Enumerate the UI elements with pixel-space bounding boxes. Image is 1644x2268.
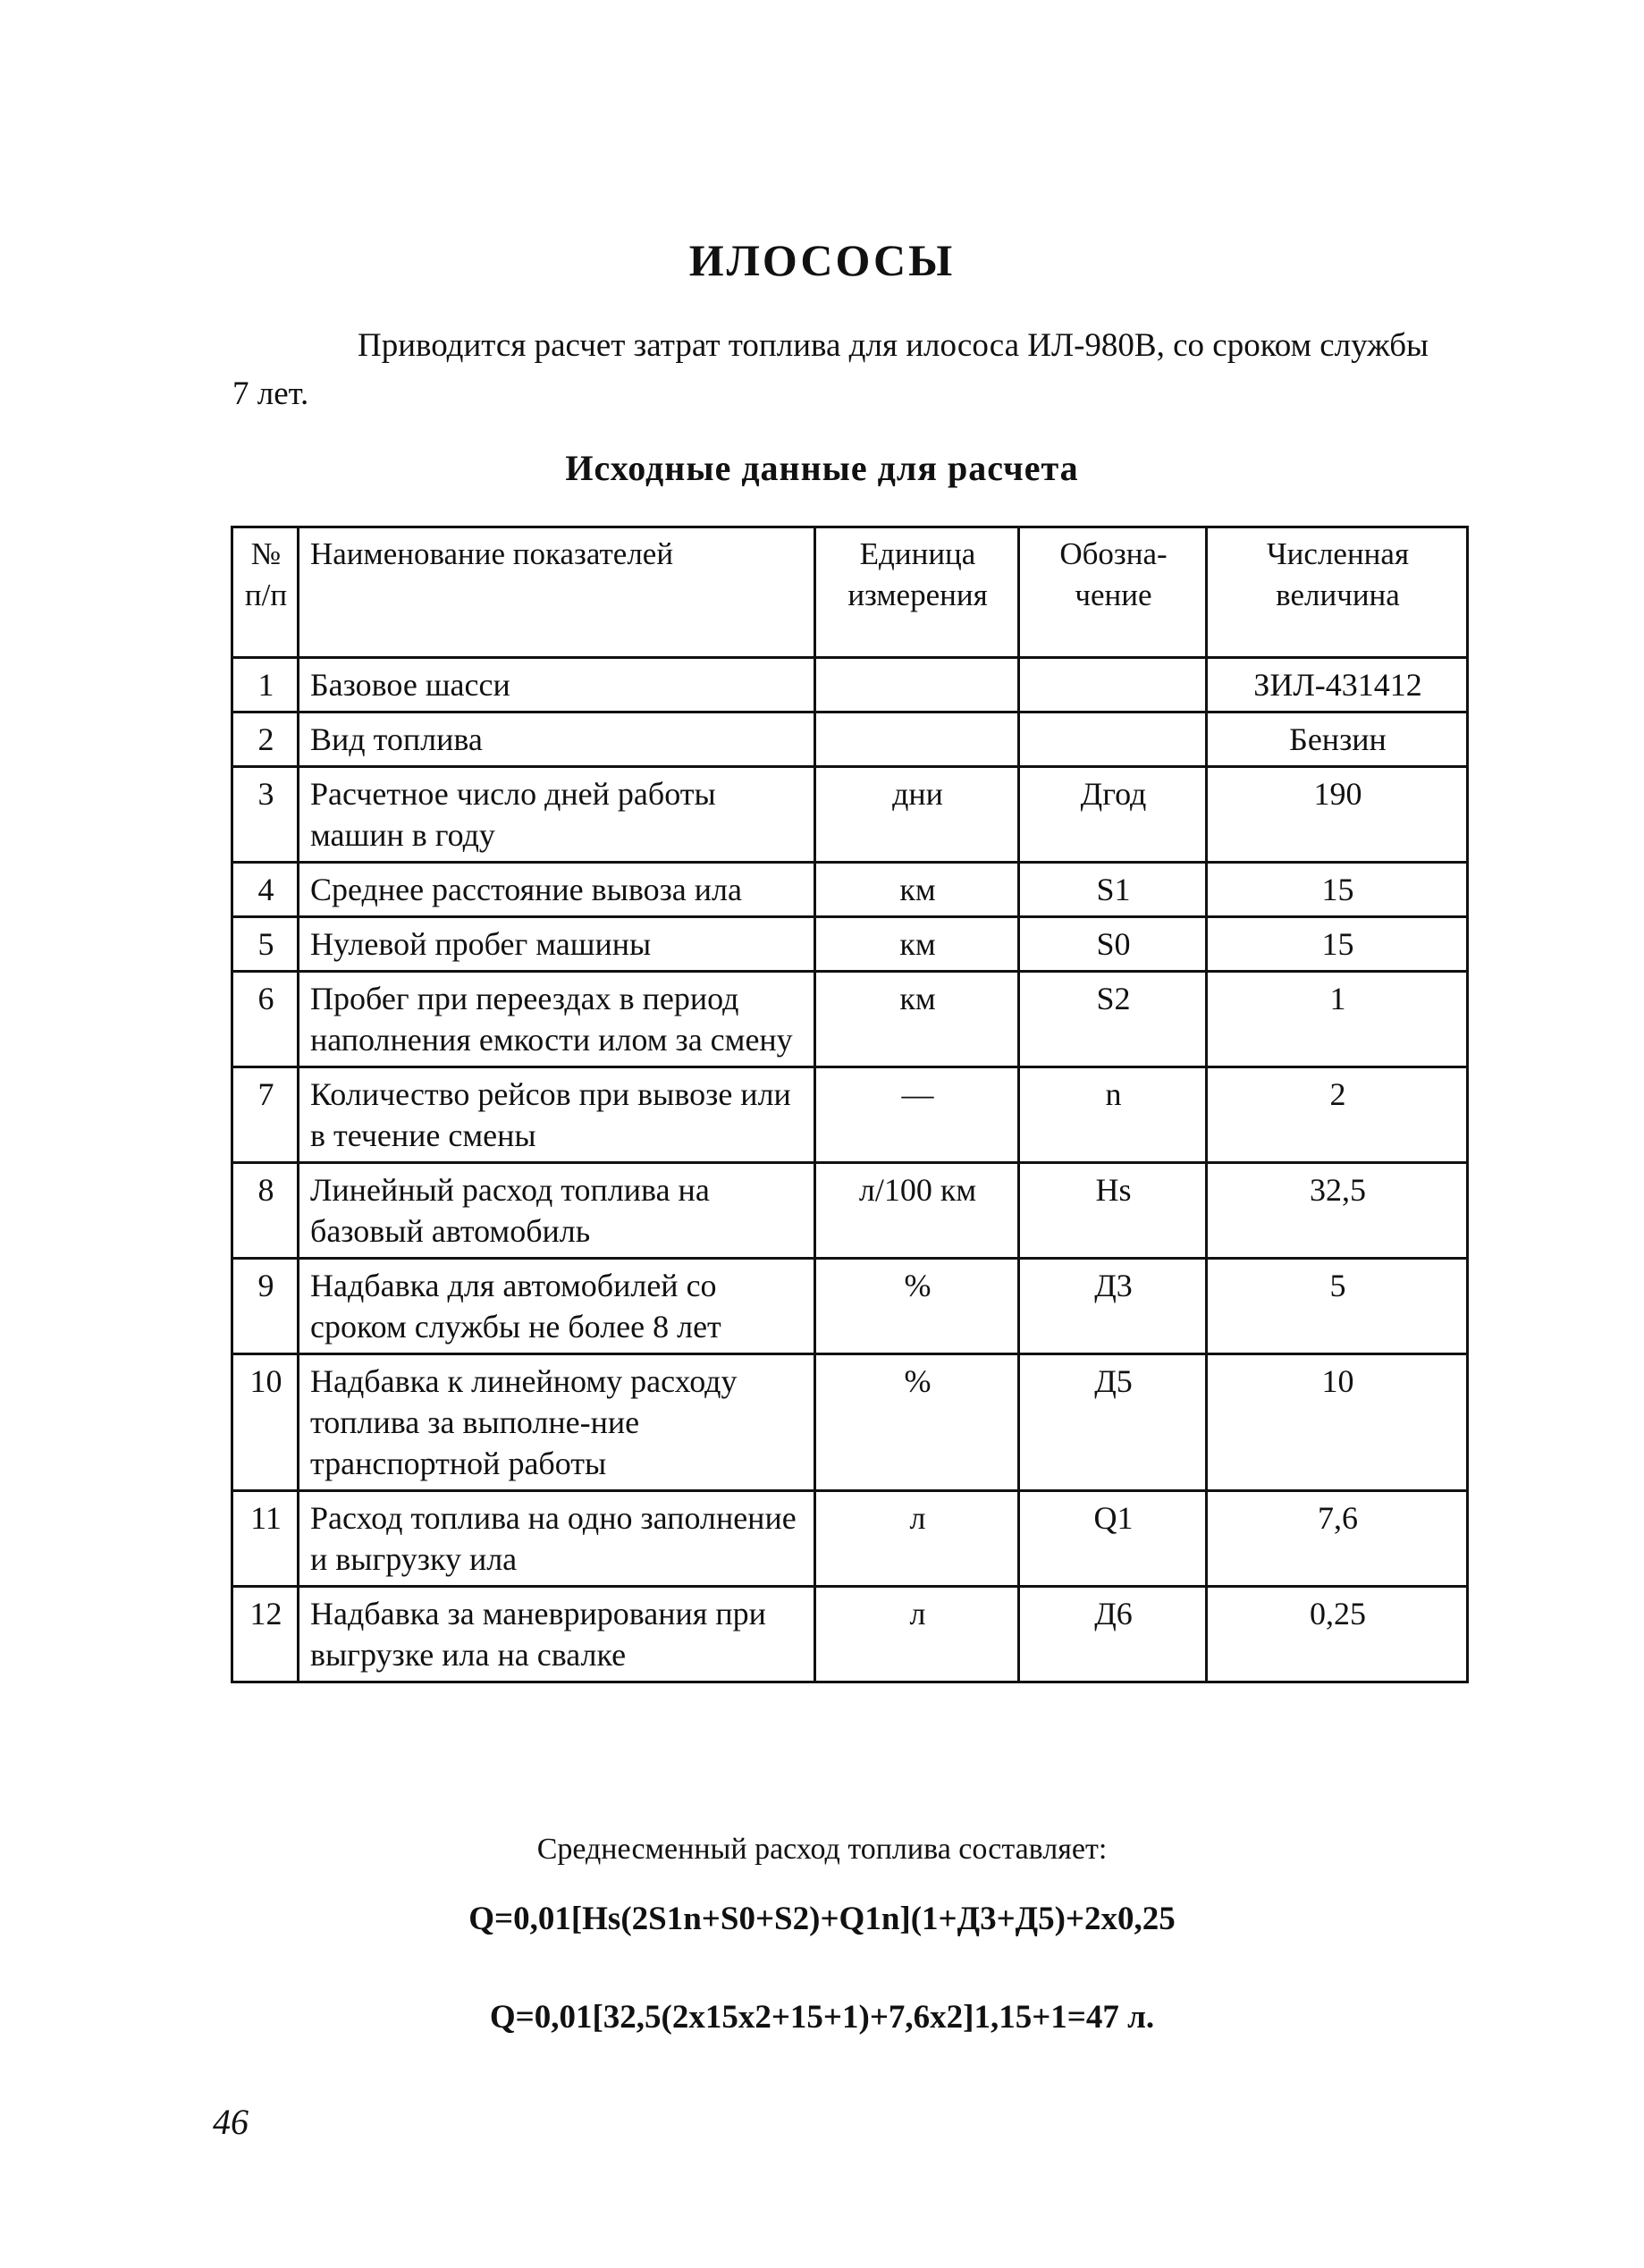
table-row xyxy=(232,917,1468,972)
table-header-row xyxy=(232,527,1468,658)
row-symbol: n xyxy=(1019,1067,1207,1163)
row-value: 190 xyxy=(1207,767,1468,863)
page-title: ИЛОСОСЫ xyxy=(688,235,956,285)
source-data-table xyxy=(231,526,1469,1683)
row-value: ЗИЛ-431412 xyxy=(1207,658,1468,712)
table-row xyxy=(232,767,1468,863)
row-unit: — xyxy=(815,1067,1019,1163)
intro-paragraph xyxy=(232,322,1448,418)
row-symbol: Q1 xyxy=(1019,1491,1207,1587)
row-symbol: Дгод xyxy=(1019,767,1207,863)
row-num: 12 xyxy=(232,1587,299,1682)
table-row xyxy=(232,863,1468,917)
row-num: 7 xyxy=(232,1067,299,1163)
row-value: 7,6 xyxy=(1207,1491,1468,1587)
table-row xyxy=(232,712,1468,767)
row-unit xyxy=(815,712,1019,767)
row-name: Расход топлива на одно заполнение и выгрузку ила xyxy=(299,1491,815,1587)
row-num: 8 xyxy=(232,1163,299,1259)
row-value: 0,25 xyxy=(1207,1587,1468,1682)
row-num: 9 xyxy=(232,1259,299,1354)
row-unit: % xyxy=(815,1354,1019,1491)
row-name: Надбавка к линейному расходу топлива за выполне-ние транспортной работы xyxy=(299,1354,815,1491)
row-value: 15 xyxy=(1207,863,1468,917)
row-value: 1 xyxy=(1207,972,1468,1067)
row-unit: л xyxy=(815,1587,1019,1682)
row-value: Бензин xyxy=(1207,712,1468,767)
table-row xyxy=(232,1259,1468,1354)
row-value: 10 xyxy=(1207,1354,1468,1491)
row-symbol: S0 xyxy=(1019,917,1207,972)
row-symbol xyxy=(1019,658,1207,712)
row-value: 32,5 xyxy=(1207,1163,1468,1259)
header-symbol: Обозна-чение xyxy=(1019,527,1207,658)
row-name: Среднее расстояние вывоза ила xyxy=(299,863,815,917)
row-name: Линейный расход топлива на базовый автомобиль xyxy=(299,1163,815,1259)
header-num: № п/п xyxy=(232,527,299,658)
table-row xyxy=(232,1067,1468,1163)
row-name: Надбавка для автомобилей со сроком службы не более 8 лет xyxy=(299,1259,815,1354)
row-unit: км xyxy=(815,917,1019,972)
row-symbol: Д6 xyxy=(1019,1587,1207,1682)
row-value: 5 xyxy=(1207,1259,1468,1354)
row-value: 15 xyxy=(1207,917,1468,972)
row-num: 6 xyxy=(232,972,299,1067)
table-row xyxy=(232,1163,1468,1259)
row-symbol: S2 xyxy=(1019,972,1207,1067)
row-unit: дни xyxy=(815,767,1019,863)
page-number: 46 xyxy=(213,2102,249,2142)
row-unit: л xyxy=(815,1491,1019,1587)
row-value: 2 xyxy=(1207,1067,1468,1163)
row-unit xyxy=(815,658,1019,712)
formula-numeric: Q=0,01[32,5(2x15x2+15+1)+7,6x2]1,15+1=47 л. xyxy=(489,1999,1155,2036)
table-row xyxy=(232,658,1468,712)
formula-general: Q=0,01[Hs(2S1n+S0+S2)+Q1n](1+Д3+Д5)+2x0,25 xyxy=(468,1901,1176,1937)
row-symbol: Д5 xyxy=(1019,1354,1207,1491)
row-unit: л/100 км xyxy=(815,1163,1019,1259)
row-symbol: Д3 xyxy=(1019,1259,1207,1354)
table-row xyxy=(232,1587,1468,1682)
header-name: Наименование показателей xyxy=(299,527,815,658)
row-unit: км xyxy=(815,863,1019,917)
row-unit: % xyxy=(815,1259,1019,1354)
row-name: Расчетное число дней работы машин в году xyxy=(299,767,815,863)
row-name: Вид топлива xyxy=(299,712,815,767)
row-symbol: S1 xyxy=(1019,863,1207,917)
row-name: Надбавка за маневрирования при выгрузке ила на свалке xyxy=(299,1587,815,1682)
row-num: 3 xyxy=(232,767,299,863)
row-unit: км xyxy=(815,972,1019,1067)
row-name: Базовое шасси xyxy=(299,658,815,712)
row-num: 2 xyxy=(232,712,299,767)
table-row xyxy=(232,1491,1468,1587)
header-value: Численная величина xyxy=(1207,527,1468,658)
table-title: Исходные данные для расчета xyxy=(565,448,1079,488)
row-name: Количество рейсов при вывозе или в течение смены xyxy=(299,1067,815,1163)
intro-text: Приводится расчет затрат топлива для илососа ИЛ-980В, со сроком службы 7 лет. xyxy=(232,327,1429,412)
row-num: 5 xyxy=(232,917,299,972)
header-unit: Единица измерения xyxy=(815,527,1019,658)
row-num: 11 xyxy=(232,1491,299,1587)
row-symbol: Hs xyxy=(1019,1163,1207,1259)
table-row xyxy=(232,1354,1468,1491)
row-name: Пробег при переездах в период наполнения емкости илом за смену xyxy=(299,972,815,1067)
row-num: 4 xyxy=(232,863,299,917)
row-num: 1 xyxy=(232,658,299,712)
row-name: Нулевой пробег машины xyxy=(299,917,815,972)
row-num: 10 xyxy=(232,1354,299,1491)
summary-text: Среднесменный расход топлива составляет: xyxy=(536,1833,1108,1866)
row-symbol xyxy=(1019,712,1207,767)
table-row xyxy=(232,972,1468,1067)
